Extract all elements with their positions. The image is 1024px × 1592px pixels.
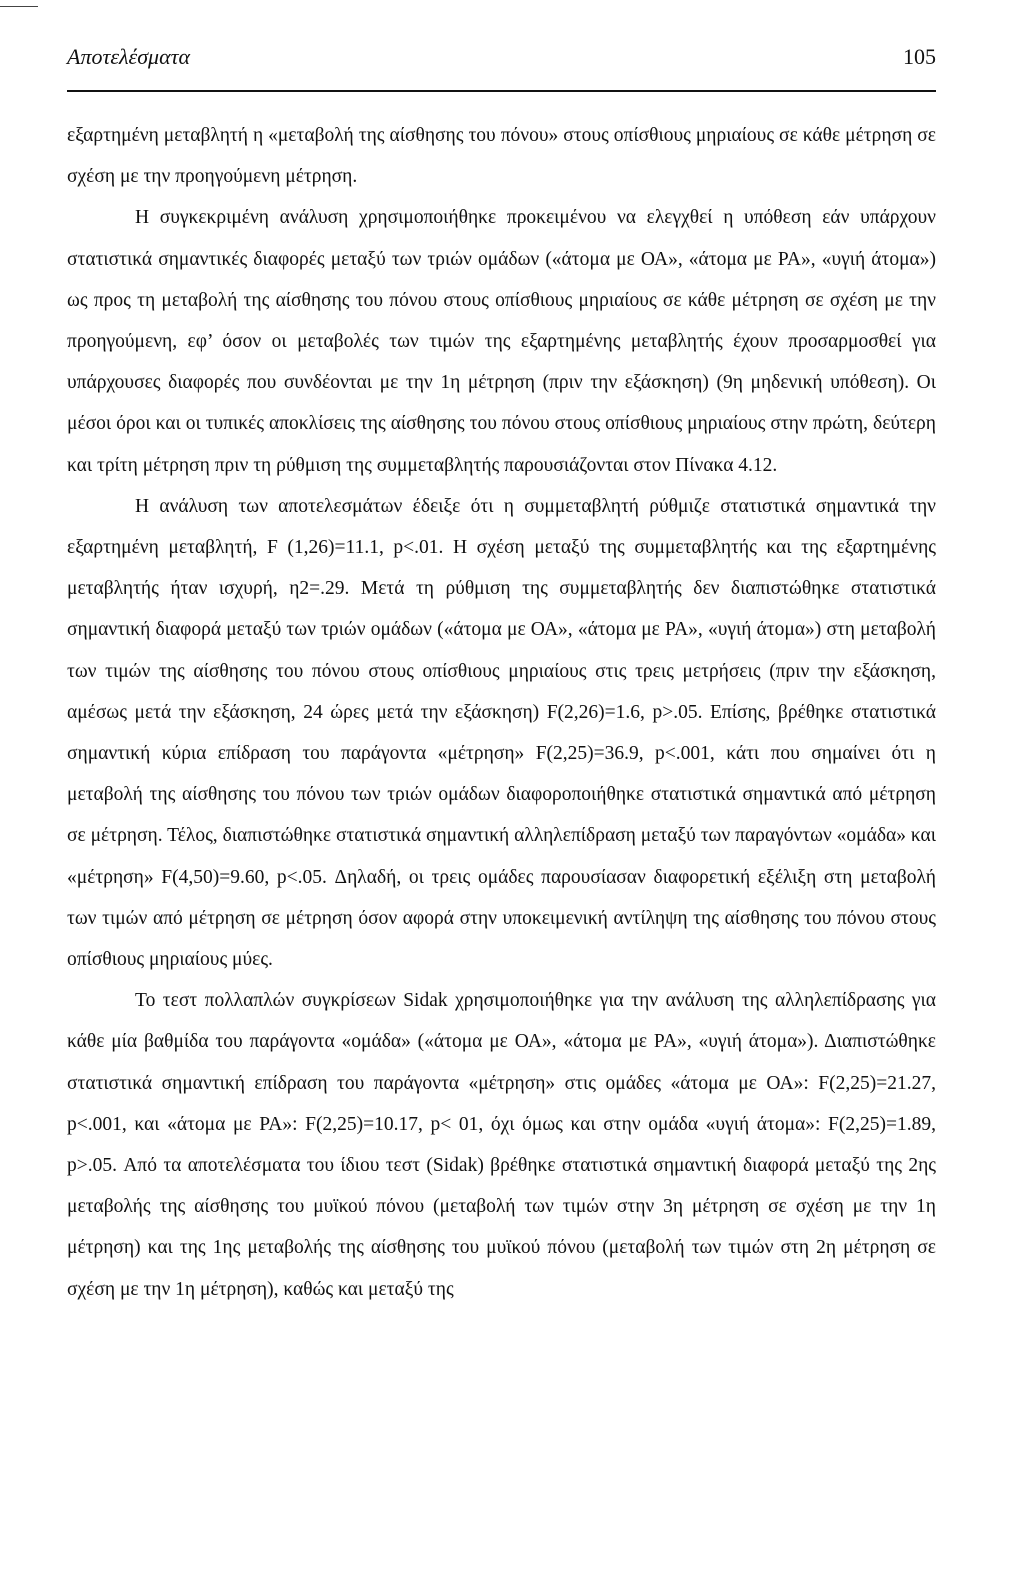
page-number: 105 <box>903 44 936 69</box>
paragraph: Η συγκεκριμένη ανάλυση χρησιμοποιήθηκε προκειμένου να ελεγχθεί η υπόθεση εάν υπάρχουν στατιστικά σημαντικές διαφορές μεταξύ των τριών ομάδων («άτομα με ΟΑ», «άτομα με ΡΑ», «υγιή άτομα») ως προς τη μεταβολή της αίσθησης του πόνου στους οπίσθιους μηριαίους σε κάθε μέτρηση σε σχέση με την προηγούμενη, εφ’ όσον οι μεταβολές των τιμών της εξαρτημένης μεταβλητής έχουν προσαρμοσθεί για υπάρχουσες διαφορές που συνδέονται με την 1η μέτρηση (πριν την εξάσκηση) (9η μηδενική υπόθεση). Οι μέσοι όροι και οι τυπικές αποκλίσεις της αίσθησης του πόνου στους οπίσθιους μηριαίους στην πρώτη, δεύτερη και τρίτη μέτρηση πριν τη ρύθμιση της συμμεταβλητής παρουσιάζονται στον Πίνακα 4.12. <box>67 207 936 476</box>
header-rule <box>67 90 936 92</box>
body-text <box>67 115 936 1310</box>
paragraph: Το τεστ πολλαπλών συγκρίσεων Sidak χρησιμοποιήθηκε για την ανάλυση της αλληλεπίδρασης για κάθε μία βαθμίδα του παράγοντα «ομάδα» («άτομα με ΟΑ», «άτομα με ΡΑ», «υγιή άτομα»). Διαπιστώθηκε στατιστικά σημαντική επίδραση του παράγοντα «μέτρηση» στις ομάδες «άτομα με ΟΑ»: F(2,25)=21.27, p<.001, και «άτομα με ΡΑ»: F(2,25)=10.17, p< 01, όχι όμως και στην ομάδα «υγιή άτομα»: F(2,25)=1.89, p>.05. Από τα αποτελέσματα του ίδιου τεστ (Sidak) βρέθηκε στατιστικά σημαντική διαφορά μεταξύ της 2ης μεταβολής της αίσθησης του μυϊκού πόνου (μεταβολή των τιμών στην 3η μέτρηση σε σχέση με την 1η μέτρηση) και της 1ης μεταβολής της αίσθησης του μυϊκού πόνου (μεταβολή των τιμών στη 2η μέτρηση σε σχέση με την 1η μέτρηση), καθώς και μεταξύ της <box>67 990 936 1300</box>
paragraph: Η ανάλυση των αποτελεσμάτων έδειξε ότι η συμμεταβλητή ρύθμιζε στατιστικά σημαντικά την εξαρτημένη μεταβλητή, F (1,26)=11.1, p<.01. Η σχέση μεταξύ της συμμεταβλητής και της εξαρτημένης μεταβλητής ήταν ισχυρή, η2=.29. Μετά τη ρύθμιση της συμμεταβλητής δεν διαπιστώθηκε στατιστικά σημαντική διαφορά μεταξύ των τριών ομάδων («άτομα με ΟΑ», «άτομα με ΡΑ», «υγιή άτομα») στη μεταβολή των τιμών της αίσθησης του πόνου στους οπίσθιους μηριαίους στις τρεις μετρήσεις (πριν την εξάσκηση, αμέσως μετά την εξάσκηση, 24 ώρες μετά την εξάσκηση) F(2,26)=1.6, p>.05. Επίσης, βρέθηκε στατιστικά σημαντική κύρια επίδραση του παράγοντα «μέτρηση» F(2,25)=36.9, p<.001, κάτι που σημαίνει ότι η μεταβολή της αίσθησης του πόνου των τριών ομάδων διαφοροποιήθηκε στατιστικά σημαντικά από μέτρηση σε μέτρηση. Τέλος, διαπιστώθηκε στατιστικά σημαντική αλληλεπίδραση μεταξύ των παραγόντων «ομάδα» και «μέτρηση» F(4,50)=9.60, p<.05. Δηλαδή, οι τρεις ομάδες παρουσίασαν διαφορετική εξέλιξη στη μεταβολή των τιμών από μέτρηση σε μέτρηση όσον αφορά στην υποκειμενική αντίληψη της αίσθησης του πόνου στους οπίσθιους μηριαίους μύες. <box>67 495 936 971</box>
corner-crop-mark <box>0 6 38 7</box>
running-header <box>67 44 936 74</box>
paragraph-continued: εξαρτημένη μεταβλητή η «μεταβολή της αίσθησης του πόνου» στους οπίσθιους μηριαίους σε κάθε μέτρηση σε σχέση με την προηγούμενη μέτρηση. <box>67 125 936 188</box>
running-title: Αποτελέσματα <box>67 44 191 69</box>
